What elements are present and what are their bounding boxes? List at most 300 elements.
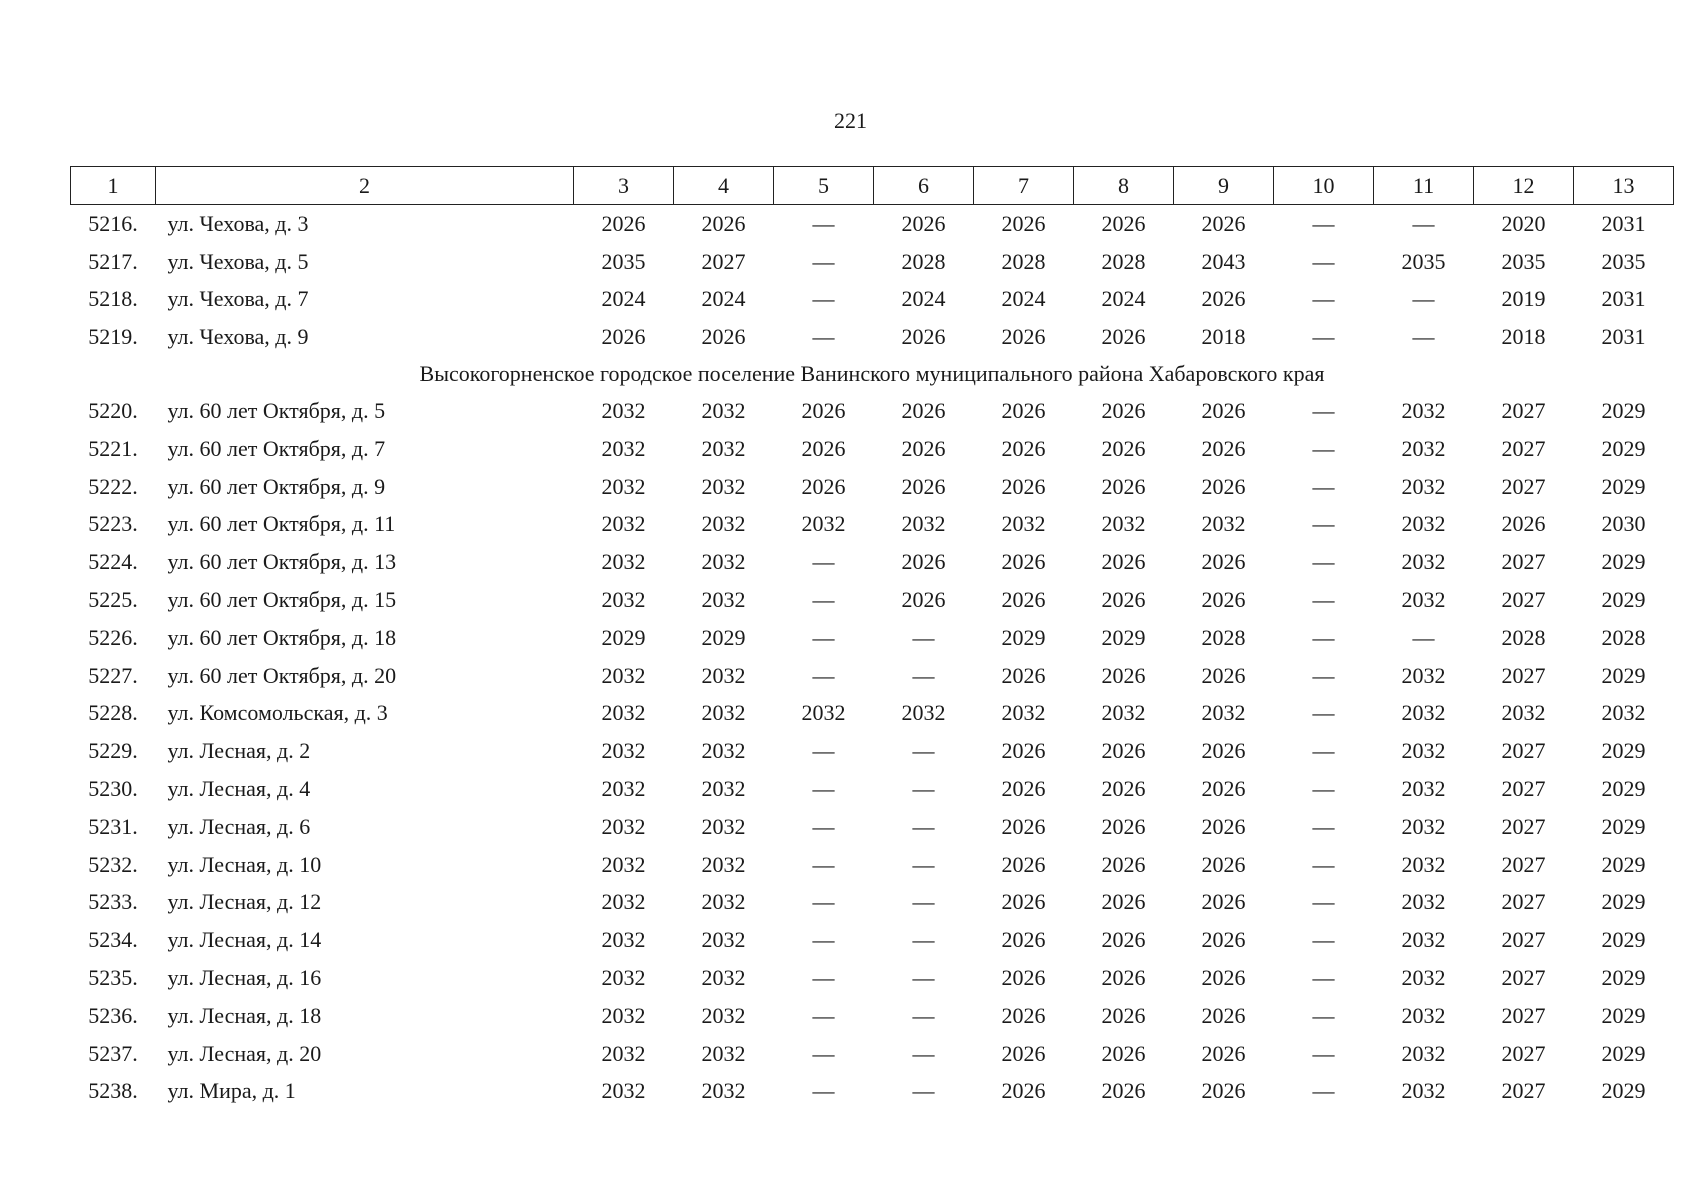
row-value-col-4: 2024	[701, 286, 746, 312]
row-value-col-8: 2032	[1101, 700, 1146, 726]
row-value-col-7: 2026	[1001, 965, 1046, 991]
row-value-col-6: —	[912, 1002, 935, 1028]
row-value-col-5: —	[812, 1040, 835, 1066]
table-body	[71, 205, 1674, 1111]
row-value-col-5: 2026	[801, 435, 846, 461]
row-value-col-3: 2035	[601, 248, 646, 274]
row-value-col-13: 2029	[1601, 435, 1646, 461]
row-value-col-10: —	[1312, 776, 1335, 802]
column-header-2: 2	[156, 167, 574, 205]
row-value-col-6: 2026	[901, 398, 946, 424]
row-value-col-7: 2026	[1001, 776, 1046, 802]
row-value-col-8: 2026	[1101, 662, 1146, 688]
row-value-col-12: 2019	[1501, 286, 1546, 312]
row-value-col-11: 2032	[1401, 662, 1446, 688]
row-value-col-7: 2026	[1001, 1078, 1046, 1104]
row-value-col-4: 2032	[701, 851, 746, 877]
row-value-col-12: 2027	[1501, 889, 1546, 915]
row-number: 5235.	[88, 965, 138, 991]
row-value-col-10: —	[1312, 286, 1335, 312]
row-value-col-9: 2026	[1201, 1078, 1246, 1104]
table-row	[71, 468, 1674, 506]
table-row	[71, 430, 1674, 468]
row-value-col-5: —	[812, 662, 835, 688]
row-value-col-3: 2032	[601, 1002, 646, 1028]
row-number: 5233.	[88, 889, 138, 915]
row-value-col-5: —	[812, 1078, 835, 1104]
row-value-col-12: 2027	[1501, 965, 1546, 991]
row-value-col-13: 2032	[1601, 700, 1646, 726]
table-row	[71, 506, 1674, 544]
row-value-col-8: 2026	[1101, 738, 1146, 764]
row-value-col-7: 2026	[1001, 813, 1046, 839]
row-value-col-4: 2032	[701, 549, 746, 575]
column-header-3: 3	[574, 167, 674, 205]
row-value-col-7: 2026	[1001, 738, 1046, 764]
table-row	[71, 318, 1674, 356]
row-value-col-13: 2029	[1601, 889, 1646, 915]
row-value-col-9: 2026	[1201, 398, 1246, 424]
row-number: 5226.	[88, 624, 138, 650]
row-value-col-8: 2026	[1101, 473, 1146, 499]
row-value-col-12: 2026	[1501, 511, 1546, 537]
row-value-col-3: 2032	[601, 398, 646, 424]
row-value-col-13: 2029	[1601, 662, 1646, 688]
row-value-col-3: 2032	[601, 435, 646, 461]
row-value-col-11: 2032	[1401, 927, 1446, 953]
row-value-col-12: 2027	[1501, 435, 1546, 461]
column-header-10: 10	[1274, 167, 1374, 205]
header-row	[71, 167, 1674, 205]
table-row	[71, 921, 1674, 959]
row-number: 5220.	[88, 398, 138, 424]
row-value-col-3: 2032	[601, 473, 646, 499]
row-value-col-10: —	[1312, 662, 1335, 688]
row-address: ул. Чехова, д. 5	[167, 248, 309, 274]
row-value-col-10: —	[1312, 473, 1335, 499]
row-value-col-4: 2026	[701, 324, 746, 350]
row-value-col-10: —	[1312, 738, 1335, 764]
row-address: ул. 60 лет Октября, д. 13	[167, 549, 397, 575]
row-value-col-4: 2032	[701, 738, 746, 764]
row-value-col-9: 2026	[1201, 587, 1246, 613]
row-value-col-3: 2032	[601, 965, 646, 991]
row-value-col-12: 2027	[1501, 398, 1546, 424]
row-value-col-13: 2029	[1601, 473, 1646, 499]
row-value-col-13: 2030	[1601, 511, 1646, 537]
row-value-col-6: —	[912, 662, 935, 688]
row-value-col-5: —	[812, 813, 835, 839]
section-title: Высокогорненское городское поселение Ванинского муниципального района Хабаровского края	[419, 361, 1325, 387]
row-value-col-3: 2026	[601, 324, 646, 350]
row-value-col-3: 2032	[601, 511, 646, 537]
row-value-col-6: 2032	[901, 511, 946, 537]
table-row	[71, 997, 1674, 1035]
table-row	[71, 205, 1674, 243]
row-value-col-9: 2026	[1201, 1002, 1246, 1028]
row-value-col-5: 2032	[801, 511, 846, 537]
row-value-col-9: 2018	[1201, 324, 1246, 350]
row-value-col-12: 2028	[1501, 624, 1546, 650]
row-value-col-3: 2032	[601, 889, 646, 915]
row-value-col-8: 2026	[1101, 210, 1146, 236]
row-value-col-6: —	[912, 927, 935, 953]
row-value-col-10: —	[1312, 851, 1335, 877]
row-value-col-3: 2032	[601, 587, 646, 613]
row-value-col-12: 2035	[1501, 248, 1546, 274]
row-value-col-6: 2026	[901, 324, 946, 350]
row-number: 5225.	[88, 587, 138, 613]
row-value-col-7: 2026	[1001, 851, 1046, 877]
table-row	[71, 657, 1674, 695]
row-value-col-13: 2029	[1601, 927, 1646, 953]
row-value-col-4: 2032	[701, 965, 746, 991]
row-value-col-11: 2032	[1401, 435, 1446, 461]
row-value-col-8: 2026	[1101, 549, 1146, 575]
row-value-col-12: 2020	[1501, 210, 1546, 236]
row-value-col-6: 2026	[901, 210, 946, 236]
row-value-col-5: —	[812, 851, 835, 877]
column-header-13: 13	[1574, 167, 1674, 205]
row-value-col-8: 2026	[1101, 965, 1146, 991]
row-value-col-9: 2026	[1201, 286, 1246, 312]
column-header-7: 7	[974, 167, 1074, 205]
row-value-col-13: 2029	[1601, 587, 1646, 613]
row-value-col-3: 2032	[601, 813, 646, 839]
row-value-col-9: 2026	[1201, 776, 1246, 802]
row-value-col-9: 2026	[1201, 813, 1246, 839]
row-number: 5219.	[88, 324, 138, 350]
row-value-col-8: 2028	[1101, 248, 1146, 274]
row-value-col-8: 2026	[1101, 927, 1146, 953]
row-number: 5231.	[88, 813, 138, 839]
row-value-col-9: 2026	[1201, 1040, 1246, 1066]
row-value-col-3: 2032	[601, 927, 646, 953]
row-number: 5216.	[88, 210, 138, 236]
table-row	[71, 1035, 1674, 1073]
row-number: 5238.	[88, 1078, 138, 1104]
row-value-col-3: 2032	[601, 700, 646, 726]
row-value-col-4: 2032	[701, 398, 746, 424]
row-number: 5232.	[88, 851, 138, 877]
row-value-col-13: 2029	[1601, 1040, 1646, 1066]
row-value-col-6: 2028	[901, 248, 946, 274]
row-address: ул. Комсомольская, д. 3	[167, 700, 388, 726]
row-value-col-8: 2026	[1101, 851, 1146, 877]
row-value-col-5: —	[812, 776, 835, 802]
row-value-col-11: 2032	[1401, 587, 1446, 613]
table-header	[71, 167, 1674, 205]
row-value-col-4: 2032	[701, 1002, 746, 1028]
row-value-col-10: —	[1312, 813, 1335, 839]
row-value-col-7: 2028	[1001, 248, 1046, 274]
row-value-col-9: 2026	[1201, 662, 1246, 688]
row-value-col-3: 2032	[601, 776, 646, 802]
row-value-col-11: 2032	[1401, 700, 1446, 726]
row-address: ул. 60 лет Октября, д. 18	[167, 624, 397, 650]
row-value-col-8: 2026	[1101, 435, 1146, 461]
row-value-col-10: —	[1312, 324, 1335, 350]
row-address: ул. 60 лет Октября, д. 20	[167, 662, 397, 688]
table-row	[71, 619, 1674, 657]
row-value-col-12: 2032	[1501, 700, 1546, 726]
row-value-col-7: 2029	[1001, 624, 1046, 650]
row-number: 5217.	[88, 248, 138, 274]
row-value-col-10: —	[1312, 1078, 1335, 1104]
row-number: 5218.	[88, 286, 138, 312]
row-value-col-10: —	[1312, 1002, 1335, 1028]
row-value-col-5: —	[812, 587, 835, 613]
row-value-col-12: 2027	[1501, 851, 1546, 877]
row-value-col-7: 2026	[1001, 549, 1046, 575]
row-value-col-11: 2032	[1401, 889, 1446, 915]
row-value-col-13: 2029	[1601, 549, 1646, 575]
table-row	[71, 695, 1674, 733]
row-value-col-5: —	[812, 248, 835, 274]
table-row	[71, 959, 1674, 997]
row-value-col-11: 2032	[1401, 851, 1446, 877]
row-value-col-8: 2026	[1101, 1002, 1146, 1028]
row-value-col-3: 2026	[601, 210, 646, 236]
row-value-col-10: —	[1312, 248, 1335, 274]
row-value-col-6: —	[912, 776, 935, 802]
data-table	[70, 166, 1674, 1110]
column-header-4: 4	[674, 167, 774, 205]
row-value-col-3: 2032	[601, 549, 646, 575]
row-value-col-11: —	[1412, 324, 1435, 350]
row-value-col-7: 2026	[1001, 587, 1046, 613]
row-address: ул. Чехова, д. 9	[167, 324, 309, 350]
table-row	[71, 1073, 1674, 1111]
row-value-col-12: 2027	[1501, 1040, 1546, 1066]
row-value-col-3: 2032	[601, 738, 646, 764]
page-number-text: 221	[834, 108, 867, 133]
row-value-col-6: —	[912, 624, 935, 650]
table-row	[71, 770, 1674, 808]
column-header-5: 5	[774, 167, 874, 205]
row-address: ул. Чехова, д. 7	[167, 286, 309, 312]
row-value-col-6: —	[912, 1040, 935, 1066]
row-number: 5222.	[88, 473, 138, 499]
row-address: ул. Мира, д. 1	[167, 1078, 296, 1104]
row-value-col-6: —	[912, 738, 935, 764]
row-value-col-6: 2026	[901, 549, 946, 575]
row-value-col-5: —	[812, 549, 835, 575]
table-row	[71, 808, 1674, 846]
row-value-col-9: 2026	[1201, 889, 1246, 915]
row-address: ул. Лесная, д. 20	[167, 1040, 322, 1066]
row-value-col-3: 2032	[601, 851, 646, 877]
column-header-12: 12	[1474, 167, 1574, 205]
row-value-col-13: 2031	[1601, 324, 1646, 350]
page-number	[0, 108, 1701, 134]
row-value-col-6: —	[912, 1078, 935, 1104]
row-value-col-7: 2026	[1001, 435, 1046, 461]
table-row	[71, 281, 1674, 319]
row-value-col-8: 2029	[1101, 624, 1146, 650]
row-address: ул. 60 лет Октября, д. 15	[167, 587, 397, 613]
row-value-col-11: 2032	[1401, 549, 1446, 575]
row-value-col-11: —	[1412, 210, 1435, 236]
row-address: ул. Лесная, д. 18	[167, 1002, 322, 1028]
row-value-col-5: —	[812, 1002, 835, 1028]
row-value-col-5: —	[812, 286, 835, 312]
row-value-col-12: 2027	[1501, 813, 1546, 839]
row-value-col-11: 2032	[1401, 511, 1446, 537]
row-value-col-11: 2032	[1401, 473, 1446, 499]
row-value-col-9: 2026	[1201, 738, 1246, 764]
row-value-col-4: 2032	[701, 889, 746, 915]
table-row	[71, 392, 1674, 430]
row-value-col-6: 2026	[901, 587, 946, 613]
row-value-col-10: —	[1312, 965, 1335, 991]
row-value-col-7: 2024	[1001, 286, 1046, 312]
column-header-6: 6	[874, 167, 974, 205]
row-value-col-5: —	[812, 965, 835, 991]
row-value-col-13: 2029	[1601, 738, 1646, 764]
table-row	[71, 243, 1674, 281]
row-value-col-7: 2032	[1001, 511, 1046, 537]
row-value-col-7: 2026	[1001, 473, 1046, 499]
row-value-col-5: —	[812, 738, 835, 764]
row-address: ул. 60 лет Октября, д. 7	[167, 435, 386, 461]
row-value-col-6: —	[912, 851, 935, 877]
row-number: 5227.	[88, 662, 138, 688]
row-value-col-9: 2032	[1201, 511, 1246, 537]
row-address: ул. Лесная, д. 16	[167, 965, 322, 991]
row-value-col-13: 2028	[1601, 624, 1646, 650]
row-number: 5221.	[88, 435, 138, 461]
row-value-col-9: 2026	[1201, 965, 1246, 991]
row-value-col-12: 2027	[1501, 1002, 1546, 1028]
row-value-col-12: 2027	[1501, 662, 1546, 688]
row-value-col-9: 2043	[1201, 248, 1246, 274]
table-row	[71, 884, 1674, 922]
row-value-col-7: 2026	[1001, 210, 1046, 236]
row-value-col-8: 2026	[1101, 776, 1146, 802]
row-value-col-12: 2027	[1501, 927, 1546, 953]
row-value-col-7: 2026	[1001, 1002, 1046, 1028]
row-value-col-5: 2032	[801, 700, 846, 726]
row-address: ул. Лесная, д. 6	[167, 813, 311, 839]
row-number: 5236.	[88, 1002, 138, 1028]
row-value-col-5: —	[812, 210, 835, 236]
row-value-col-11: 2032	[1401, 738, 1446, 764]
row-value-col-8: 2026	[1101, 1078, 1146, 1104]
row-number: 5237.	[88, 1040, 138, 1066]
row-value-col-6: —	[912, 889, 935, 915]
row-value-col-11: 2032	[1401, 813, 1446, 839]
row-value-col-5: —	[812, 324, 835, 350]
row-value-col-11: —	[1412, 624, 1435, 650]
row-value-col-4: 2032	[701, 1078, 746, 1104]
row-number: 5234.	[88, 927, 138, 953]
row-address: ул. Лесная, д. 2	[167, 738, 311, 764]
row-value-col-10: —	[1312, 700, 1335, 726]
row-value-col-13: 2029	[1601, 965, 1646, 991]
row-value-col-4: 2032	[701, 662, 746, 688]
row-value-col-11: 2032	[1401, 776, 1446, 802]
row-value-col-6: 2026	[901, 473, 946, 499]
row-value-col-9: 2026	[1201, 435, 1246, 461]
row-value-col-7: 2032	[1001, 700, 1046, 726]
row-value-col-7: 2026	[1001, 927, 1046, 953]
row-value-col-8: 2026	[1101, 587, 1146, 613]
row-value-col-7: 2026	[1001, 398, 1046, 424]
row-value-col-7: 2026	[1001, 889, 1046, 915]
row-value-col-13: 2029	[1601, 776, 1646, 802]
row-value-col-3: 2029	[601, 624, 646, 650]
row-value-col-13: 2029	[1601, 813, 1646, 839]
row-value-col-13: 2029	[1601, 398, 1646, 424]
row-value-col-5: —	[812, 624, 835, 650]
row-value-col-4: 2032	[701, 700, 746, 726]
row-value-col-4: 2032	[701, 927, 746, 953]
column-header-11: 11	[1374, 167, 1474, 205]
row-value-col-11: 2032	[1401, 1078, 1446, 1104]
row-value-col-10: —	[1312, 927, 1335, 953]
row-number: 5230.	[88, 776, 138, 802]
row-value-col-3: 2032	[601, 662, 646, 688]
row-value-col-8: 2026	[1101, 813, 1146, 839]
row-value-col-4: 2029	[701, 624, 746, 650]
row-value-col-6: 2032	[901, 700, 946, 726]
row-value-col-8: 2026	[1101, 324, 1146, 350]
row-value-col-12: 2027	[1501, 776, 1546, 802]
row-value-col-6: 2026	[901, 435, 946, 461]
row-value-col-8: 2026	[1101, 889, 1146, 915]
row-value-col-11: 2035	[1401, 248, 1446, 274]
row-value-col-10: —	[1312, 889, 1335, 915]
row-value-col-9: 2026	[1201, 549, 1246, 575]
row-value-col-8: 2026	[1101, 1040, 1146, 1066]
row-value-col-10: —	[1312, 511, 1335, 537]
row-value-col-3: 2032	[601, 1078, 646, 1104]
table-row	[71, 581, 1674, 619]
row-value-col-9: 2026	[1201, 927, 1246, 953]
row-value-col-12: 2018	[1501, 324, 1546, 350]
row-value-col-10: —	[1312, 1040, 1335, 1066]
row-value-col-3: 2024	[601, 286, 646, 312]
row-value-col-10: —	[1312, 549, 1335, 575]
row-value-col-13: 2031	[1601, 286, 1646, 312]
table-row	[71, 732, 1674, 770]
row-value-col-8: 2032	[1101, 511, 1146, 537]
row-value-col-4: 2027	[701, 248, 746, 274]
row-address: ул. Лесная, д. 4	[167, 776, 311, 802]
row-value-col-6: —	[912, 965, 935, 991]
row-address: ул. Лесная, д. 10	[167, 851, 322, 877]
row-value-col-12: 2027	[1501, 738, 1546, 764]
column-header-8: 8	[1074, 167, 1174, 205]
row-value-col-6: 2024	[901, 286, 946, 312]
row-value-col-4: 2032	[701, 813, 746, 839]
row-address: ул. Лесная, д. 14	[167, 927, 322, 953]
row-value-col-10: —	[1312, 587, 1335, 613]
row-value-col-9: 2032	[1201, 700, 1246, 726]
row-value-col-12: 2027	[1501, 549, 1546, 575]
row-value-col-12: 2027	[1501, 473, 1546, 499]
row-value-col-7: 2026	[1001, 1040, 1046, 1066]
row-value-col-7: 2026	[1001, 662, 1046, 688]
row-number: 5224.	[88, 549, 138, 575]
row-value-col-12: 2027	[1501, 1078, 1546, 1104]
row-value-col-11: —	[1412, 286, 1435, 312]
row-address: ул. 60 лет Октября, д. 11	[167, 511, 396, 537]
table-row	[71, 543, 1674, 581]
row-value-col-5: —	[812, 927, 835, 953]
section-row	[71, 356, 1674, 392]
